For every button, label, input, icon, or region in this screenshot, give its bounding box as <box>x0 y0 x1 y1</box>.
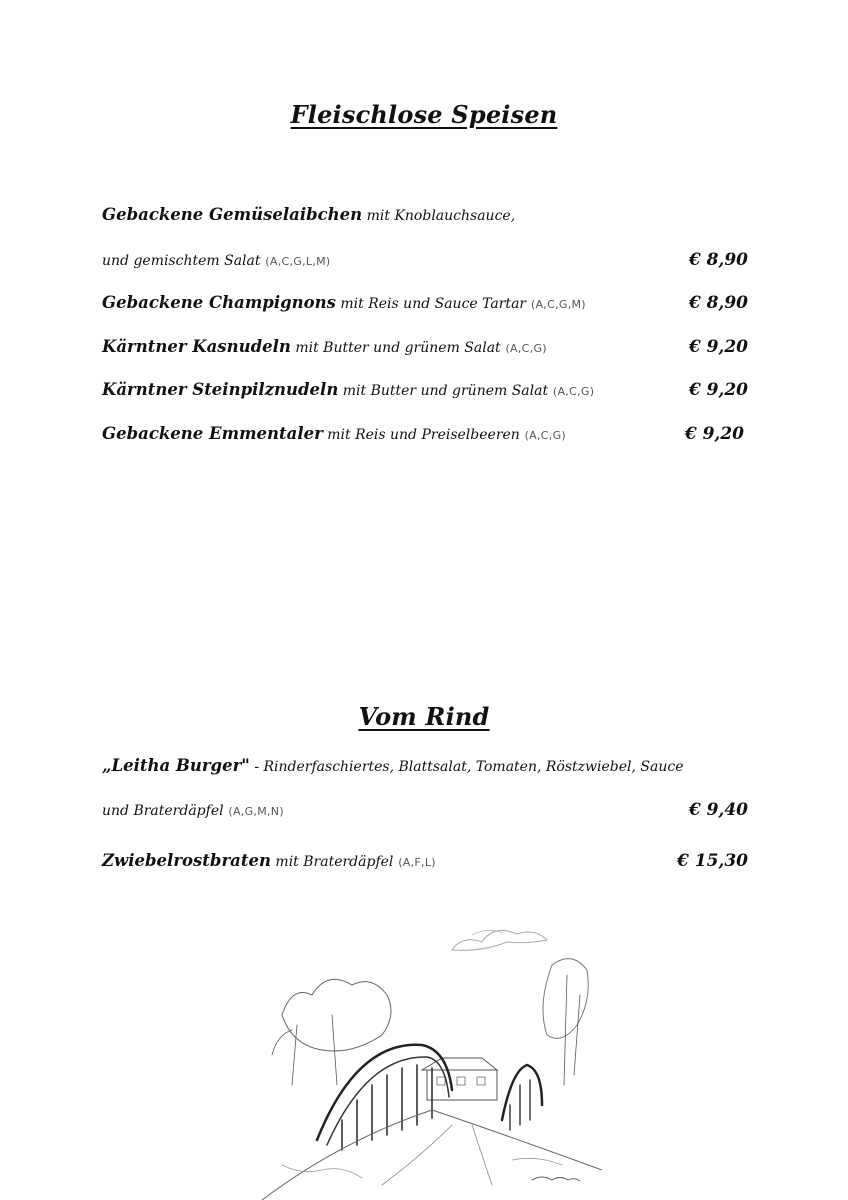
dish-description-cont: und gemischtem Salat <box>102 253 261 269</box>
dish-name: Kärntner Kasnudeln <box>102 337 291 356</box>
menu-item-zwiebelrostbraten <box>102 851 436 873</box>
dish-name: Kärntner Steinpilznudeln <box>102 380 339 399</box>
allergen-codes: (A,C,G,L,M) <box>265 255 331 268</box>
allergen-codes: (A,C,G) <box>505 342 547 355</box>
dish-name: Gebackene Champignons <box>102 293 336 312</box>
price: € 9,20 <box>688 337 748 357</box>
menu-item-champignons <box>102 293 586 315</box>
allergen-codes: (A,F,L) <box>398 856 436 869</box>
menu-item-leitha-burger <box>102 756 684 777</box>
section-title-vom-rind: Vom Rind <box>358 702 490 731</box>
menu-item-gemueselaibchen <box>102 205 515 226</box>
allergen-codes: (A,C,G) <box>524 429 566 442</box>
allergen-codes: (A,C,G,M) <box>530 298 586 311</box>
price: € 15,30 <box>677 851 748 871</box>
dish-name: Gebackene Gemüselaibchen <box>102 205 363 224</box>
menu-item-kasnudeln <box>102 337 547 359</box>
dish-description: mit Reis und Sauce Tartar <box>335 296 527 312</box>
dish-name: „Leitha Burger" <box>102 756 250 775</box>
dish-description: mit Knoblauchsauce, <box>362 208 516 224</box>
dish-description: mit Butter und grünem Salat <box>290 340 501 356</box>
menu-item-gemueselaibchen-cont <box>102 250 331 272</box>
dish-description: - Rinderfaschiertes, Blattsalat, Tomaten, Röstzwiebel, Sauce <box>249 759 684 775</box>
price: € 9,40 <box>688 800 748 820</box>
menu-item-emmentaler <box>102 424 566 446</box>
price: € 8,90 <box>688 250 748 270</box>
allergen-codes: (A,G,M,N) <box>228 805 284 818</box>
dish-name: Gebackene Emmentaler <box>102 424 323 443</box>
menu-item-steinpilznudeln <box>102 380 594 402</box>
bridge-sketch-illustration <box>262 905 602 1200</box>
price: € 9,20 <box>684 424 744 444</box>
dish-description: mit Braterdäpfel <box>270 854 394 870</box>
menu-item-leitha-burger-cont <box>102 800 284 822</box>
price: € 9,20 <box>688 380 748 400</box>
dish-description: mit Butter und grünem Salat <box>338 383 549 399</box>
allergen-codes: (A,C,G) <box>552 385 595 398</box>
dish-description: mit Reis und Preiselbeeren <box>322 427 520 443</box>
dish-description-cont: und Braterdäpfel <box>102 803 224 819</box>
dish-name: Zwiebelrostbraten <box>102 851 271 870</box>
section-title-fleischlose-speisen: Fleischlose Speisen <box>290 100 558 129</box>
price: € 8,90 <box>688 293 748 313</box>
